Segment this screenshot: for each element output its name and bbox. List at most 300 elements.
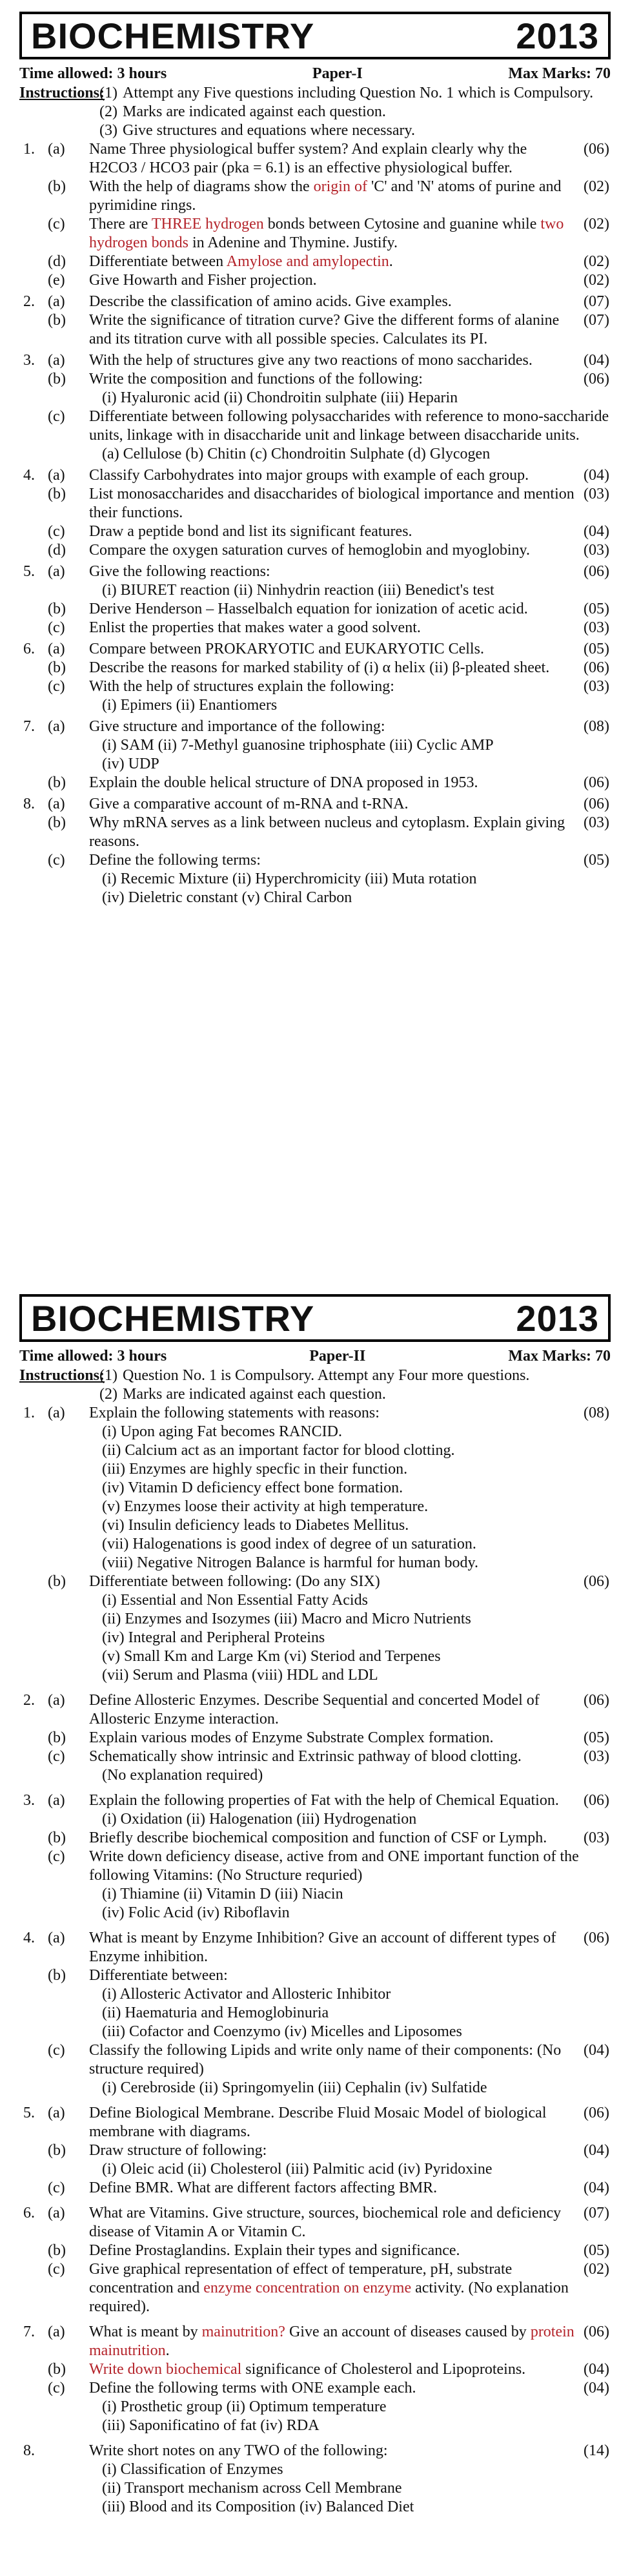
question-part-label: (c) bbox=[48, 408, 65, 425]
question-part bbox=[19, 2141, 611, 2160]
question-number: 6. bbox=[23, 641, 35, 657]
question-text: (i) Recemic Mixture (ii) Hyperchromicity (iii) Muta rotation bbox=[102, 871, 477, 887]
question-detail bbox=[19, 696, 611, 715]
question-part bbox=[19, 1572, 611, 1591]
marks-label: (14) bbox=[584, 2442, 609, 2459]
question-text: Give Howarth and Fisher projection. bbox=[89, 272, 317, 289]
question-text: Enlist the properties that makes water a good solvent. bbox=[89, 619, 421, 636]
marks-label: (02) bbox=[584, 2261, 609, 2278]
question-detail bbox=[19, 1985, 611, 2004]
question-text: (i) Oleic acid (ii) Cholesterol (iii) Palmitic acid (iv) Pyridoxine bbox=[102, 2161, 493, 2178]
question-text: (iv) Integral and Peripheral Proteins bbox=[102, 1629, 325, 1646]
marks-label: (06) bbox=[584, 2105, 609, 2121]
question-detail bbox=[19, 2398, 611, 2416]
question-detail bbox=[19, 1629, 611, 1647]
question-text: Schematically show intrinsic and Extrinsic pathway of blood clotting. bbox=[89, 1748, 522, 1765]
question-part-label: (c) bbox=[48, 619, 65, 636]
question-detail bbox=[19, 2004, 611, 2023]
question-text: (a) Cellulose (b) Chitin (c) Chondroitin Sulphate (d) Glycogen bbox=[102, 446, 491, 462]
question-part bbox=[19, 640, 611, 659]
question-part bbox=[19, 2260, 611, 2316]
question-detail bbox=[19, 1535, 611, 1554]
question-detail bbox=[19, 736, 611, 755]
question-detail bbox=[19, 1885, 611, 1904]
question-text: (iv) Dieletric constant (v) Chiral Carbon bbox=[102, 889, 352, 906]
paper-title: BIOCHEMISTRY bbox=[31, 15, 315, 56]
question-text: (iii) Blood and its Composition (iv) Balanced Diet bbox=[102, 2499, 414, 2515]
question-part-label: (a) bbox=[48, 2205, 65, 2221]
question-part bbox=[19, 2323, 611, 2360]
question-text: (i) SAM (ii) 7-Methyl guanosine triphosphate (iii) Cyclic AMP bbox=[102, 737, 494, 754]
question-part-label: (a) bbox=[48, 2105, 65, 2121]
question-text: Compare the oxygen saturation curves of hemoglobin and myoglobiny. bbox=[89, 542, 530, 559]
question-text: (v) Small Km and Large Km (vi) Steriod and Terpenes bbox=[102, 1648, 441, 1665]
question-detail bbox=[19, 2160, 611, 2179]
question-text: (i) Thiamine (ii) Vitamin D (iii) Niacin bbox=[102, 1886, 343, 1902]
question-text: (ii) Calcium act as an important factor for blood clotting. bbox=[102, 1442, 455, 1459]
question-text: Give graphical representation of effect of temperature, pH, substrate concentration and enzyme concentration on enzyme activity. (No explanation required). bbox=[89, 2261, 569, 2315]
marks-label: (04) bbox=[584, 2361, 609, 2378]
question-part bbox=[19, 1929, 611, 1966]
question-detail bbox=[19, 1647, 611, 1666]
marks-label: (04) bbox=[584, 2142, 609, 2159]
question-text: (v) Enzymes loose their activity at high temperature. bbox=[102, 1498, 429, 1515]
question-text: (i) Essential and Non Essential Fatty Acids bbox=[102, 1592, 368, 1609]
question-part-label: (a) bbox=[48, 718, 65, 735]
marks-label: (06) bbox=[584, 1792, 609, 1809]
question-text: Differentiate between Amylose and amylopectin. bbox=[89, 253, 393, 270]
question-text: Define Biological Membrane. Describe Fluid Mosaic Model of biological membrane with diagrams. bbox=[89, 2105, 547, 2140]
question-number: 5. bbox=[23, 563, 35, 580]
question-text: Derive Henderson – Hasselbalch equation for ionization of acetic acid. bbox=[89, 601, 528, 617]
marks-label: (08) bbox=[584, 1405, 609, 1421]
question-text: Differentiate between following: (Do any SIX) bbox=[89, 1573, 380, 1590]
max-marks: Max Marks: 70 bbox=[508, 1348, 611, 1365]
question-part-label: (d) bbox=[48, 253, 66, 270]
question-text: (ii) Haematuria and Hemoglobinuria bbox=[102, 2004, 329, 2021]
question-part bbox=[19, 1747, 611, 1766]
question-detail bbox=[19, 2079, 611, 2097]
question-text: (vii) Halogenations is good index of degree of un saturation. bbox=[102, 1536, 476, 1552]
question-number: 4. bbox=[23, 1930, 35, 1946]
question-part bbox=[19, 2179, 611, 2198]
question-detail bbox=[19, 1554, 611, 1572]
highlighted-text: Amylose and amylopectin bbox=[226, 253, 389, 270]
question-detail bbox=[19, 1460, 611, 1479]
question-text: Name Three physiological buffer system? And explain clearly why the H2CO3 / HCO3 pair (pka = 6.1) is an effective physiological buffer. bbox=[89, 141, 527, 176]
question-detail bbox=[19, 2479, 611, 2498]
marks-label: (05) bbox=[584, 1729, 609, 1746]
question-detail bbox=[19, 2416, 611, 2435]
question-text: Compare between PROKARYOTIC and EUKARYOTIC Cells. bbox=[89, 641, 484, 657]
question-number: 7. bbox=[23, 2324, 35, 2340]
paper-1 bbox=[19, 12, 611, 907]
question-part bbox=[19, 252, 611, 271]
question-part bbox=[19, 293, 611, 311]
question-number: 6. bbox=[23, 2205, 35, 2221]
marks-label: (03) bbox=[584, 486, 609, 502]
paper-number: Paper-I bbox=[312, 65, 363, 82]
question-text: Briefly describe biochemical composition and function of CSF or Lymph. bbox=[89, 1829, 547, 1846]
question-text: Explain various modes of Enzyme Substrate Complex formation. bbox=[89, 1729, 494, 1746]
marks-label: (03) bbox=[584, 1829, 609, 1846]
question-number: 7. bbox=[23, 718, 35, 735]
question-text: (i) Upon aging Fat becomes RANCID. bbox=[102, 1423, 342, 1440]
question-text: Why mRNA serves as a link between nucleus and cytoplasm. Explain giving reasons. bbox=[89, 814, 565, 850]
question-text: With the help of diagrams show the origin of 'C' and 'N' atoms of purine and pyrimidine rings. bbox=[89, 178, 562, 214]
question-part bbox=[19, 407, 611, 445]
question-text: What is meant by mainutrition? Give an account of diseases caused by protein mainutrition. bbox=[89, 2324, 574, 2359]
marks-label: (04) bbox=[584, 352, 609, 369]
paper-year: 2013 bbox=[516, 15, 599, 56]
question-part-label: (b) bbox=[48, 371, 66, 387]
question-text: (i) Oxidation (ii) Halogenation (iii) Hydrogenation bbox=[102, 1811, 417, 1828]
question-detail bbox=[19, 889, 611, 907]
question-text: Explain the double helical structure of DNA proposed in 1953. bbox=[89, 774, 478, 791]
question-detail bbox=[19, 2023, 611, 2041]
question-number: 2. bbox=[23, 1692, 35, 1709]
time-allowed: Time allowed: 3 hours bbox=[19, 1348, 167, 1365]
marks-label: (08) bbox=[584, 718, 609, 735]
question-text: Explain the following properties of Fat with the help of Chemical Equation. bbox=[89, 1792, 559, 1809]
marks-label: (04) bbox=[584, 467, 609, 484]
question-part-label: (a) bbox=[48, 796, 65, 812]
question-text: (ii) Transport mechanism across Cell Membrane bbox=[102, 2480, 402, 2497]
question-part bbox=[19, 619, 611, 637]
question-part-label: (b) bbox=[48, 601, 66, 617]
question-text: (iii) Enzymes are highly specfic in their function. bbox=[102, 1461, 408, 1478]
max-marks: Max Marks: 70 bbox=[508, 65, 611, 82]
question-part-label: (a) bbox=[48, 1930, 65, 1946]
question-part bbox=[19, 215, 611, 252]
question-part-label: (b) bbox=[48, 178, 66, 195]
question-detail bbox=[19, 1423, 611, 1441]
question-text: There are THREE hydrogen bonds between Cytosine and guanine while two hydrogen bonds in Adenine and Thymine. Justify. bbox=[89, 216, 564, 251]
question-text: (iv) Folic Acid (iv) Riboflavin bbox=[102, 1904, 290, 1921]
question-part bbox=[19, 271, 611, 290]
question-detail bbox=[19, 2460, 611, 2479]
question-part bbox=[19, 774, 611, 792]
marks-label: (03) bbox=[584, 619, 609, 636]
question-text: Write down biochemical significance of Cholesterol and Lipoproteins. bbox=[89, 2361, 526, 2378]
question-part-label: (b) bbox=[48, 1829, 66, 1846]
highlighted-text: origin of bbox=[313, 178, 367, 195]
question-part bbox=[19, 677, 611, 696]
question-text: Define the following terms: bbox=[89, 852, 261, 869]
question-detail bbox=[19, 1479, 611, 1498]
question-part bbox=[19, 2360, 611, 2379]
paper-2 bbox=[19, 1294, 611, 2517]
marks-label: (07) bbox=[584, 2205, 609, 2221]
question-part-label: (b) bbox=[48, 1729, 66, 1746]
question-number: 3. bbox=[23, 352, 35, 369]
question-part-label: (b) bbox=[48, 814, 66, 831]
marks-label: (05) bbox=[584, 852, 609, 869]
question-part-label: (c) bbox=[48, 1748, 65, 1765]
highlighted-text: enzyme concentration on enzyme bbox=[203, 2280, 412, 2296]
question-part-label: (b) bbox=[48, 1573, 66, 1590]
question-text: (No explanation required) bbox=[102, 1767, 263, 1784]
question-part bbox=[19, 2041, 611, 2079]
question-text: Write the composition and functions of the following: bbox=[89, 371, 423, 387]
question-part bbox=[19, 140, 611, 178]
question-text: Define Allosteric Enzymes. Describe Sequential and concerted Model of Allosteric Enzyme interaction. bbox=[89, 1692, 540, 1727]
question-part bbox=[19, 1848, 611, 1885]
question-detail bbox=[19, 1766, 611, 1785]
question-part-label: (a) bbox=[48, 563, 65, 580]
question-part-label: (b) bbox=[48, 2242, 66, 2259]
question-part bbox=[19, 522, 611, 541]
question-part-label: (c) bbox=[48, 523, 65, 540]
question-detail bbox=[19, 755, 611, 774]
marks-label: (06) bbox=[584, 1692, 609, 1709]
marks-label: (04) bbox=[584, 2179, 609, 2196]
question-detail bbox=[19, 870, 611, 889]
question-part bbox=[19, 2104, 611, 2141]
question-list bbox=[19, 140, 611, 907]
question-number: 1. bbox=[23, 141, 35, 158]
question-part-label: (b) bbox=[48, 774, 66, 791]
marks-label: (06) bbox=[584, 141, 609, 158]
question-part bbox=[19, 795, 611, 814]
question-part-label: (b) bbox=[48, 486, 66, 502]
marks-label: (07) bbox=[584, 312, 609, 329]
marks-label: (06) bbox=[584, 371, 609, 387]
question-text: What are Vitamins. Give structure, sources, biochemical role and deficiency disease of Vitamin A or Vitamin C. bbox=[89, 2205, 562, 2240]
marks-label: (06) bbox=[584, 659, 609, 676]
question-part bbox=[19, 541, 611, 560]
marks-label: (05) bbox=[584, 2242, 609, 2259]
paper-2-banner bbox=[19, 1294, 611, 1342]
question-part bbox=[19, 717, 611, 736]
question-text: With the help of structures explain the following: bbox=[89, 678, 394, 695]
question-part-label: (a) bbox=[48, 641, 65, 657]
question-text: (iii) Cofactor and Coenzymo (iv) Micelles and Liposomes bbox=[102, 2023, 462, 2040]
question-part bbox=[19, 485, 611, 522]
question-part-label: (a) bbox=[48, 1405, 65, 1421]
question-text: (vi) Insulin deficiency leads to Diabetes Mellitus. bbox=[102, 1517, 409, 1534]
instruction-item: (2) Marks are indicated against each question. bbox=[99, 1386, 386, 1403]
question-text: Draw a peptide bond and list its significant features. bbox=[89, 523, 412, 540]
question-part-label: (a) bbox=[48, 2324, 65, 2340]
question-part bbox=[19, 1791, 611, 1810]
question-text: (i) BIURET reaction (ii) Ninhydrin reaction (iii) Benedict's test bbox=[102, 582, 494, 599]
question-text: Classify Carbohydrates into major groups with example of each group. bbox=[89, 467, 529, 484]
instructions-label: Instructions: bbox=[19, 85, 105, 101]
marks-label: (06) bbox=[584, 563, 609, 580]
highlighted-text: protein mainutrition bbox=[89, 2324, 574, 2359]
question-part-label: (a) bbox=[48, 141, 65, 158]
question-part bbox=[19, 2241, 611, 2260]
question-part bbox=[19, 370, 611, 389]
question-number: 5. bbox=[23, 2105, 35, 2121]
question-part bbox=[19, 600, 611, 619]
question-part-label: (a) bbox=[48, 293, 65, 310]
paper-year: 2013 bbox=[516, 1297, 599, 1339]
question-part-label: (b) bbox=[48, 2142, 66, 2159]
marks-label: (02) bbox=[584, 253, 609, 270]
marks-label: (06) bbox=[584, 796, 609, 812]
instruction-item: (2) Marks are indicated against each question. bbox=[99, 103, 386, 120]
question-part-label: (a) bbox=[48, 467, 65, 484]
question-detail bbox=[19, 1498, 611, 1516]
question-text: Explain the following statements with reasons: bbox=[89, 1405, 380, 1421]
question-detail bbox=[19, 1666, 611, 1685]
question-text: Define BMR. What are different factors affecting BMR. bbox=[89, 2179, 438, 2196]
question-text: (vii) Serum and Plasma (viii) HDL and LDL bbox=[102, 1667, 378, 1684]
question-list bbox=[19, 1404, 611, 2517]
question-detail bbox=[19, 2442, 611, 2460]
question-detail bbox=[19, 1904, 611, 1922]
question-detail bbox=[19, 1610, 611, 1629]
marks-label: (02) bbox=[584, 272, 609, 289]
question-part-label: (c) bbox=[48, 852, 65, 869]
question-part-label: (b) bbox=[48, 1967, 66, 1984]
question-text: What is meant by Enzyme Inhibition? Give an account of different types of Enzyme inhibition. bbox=[89, 1930, 556, 1965]
question-detail bbox=[19, 389, 611, 407]
marks-label: (06) bbox=[584, 2324, 609, 2340]
question-part-label: (c) bbox=[48, 1848, 65, 1865]
question-text: Describe the classification of amino acids. Give examples. bbox=[89, 293, 452, 310]
question-part bbox=[19, 1729, 611, 1747]
marks-label: (02) bbox=[584, 216, 609, 232]
paper-1-meta bbox=[19, 65, 611, 83]
question-text: (i) Hyaluronic acid (ii) Chondroitin sulphate (iii) Heparin bbox=[102, 389, 458, 406]
instructions-label: Instructions: bbox=[19, 1367, 105, 1384]
paper-2-meta bbox=[19, 1347, 611, 1365]
marks-label: (04) bbox=[584, 523, 609, 540]
question-text: Differentiate between following polysaccharides with reference to mono-saccharide units, linkage with in disaccharide unit and linkage between disaccharide units. bbox=[89, 408, 609, 444]
time-allowed: Time allowed: 3 hours bbox=[19, 65, 167, 82]
question-text: Define the following terms with ONE example each. bbox=[89, 2380, 416, 2396]
highlighted-text: two hydrogen bonds bbox=[89, 216, 564, 251]
question-part bbox=[19, 851, 611, 870]
question-part-label: (b) bbox=[48, 2361, 66, 2378]
question-detail bbox=[19, 1516, 611, 1535]
question-text: (i) Epimers (ii) Enantiomers bbox=[102, 697, 278, 714]
question-part bbox=[19, 659, 611, 677]
question-text: Differentiate between: bbox=[89, 1967, 228, 1984]
question-detail bbox=[19, 1441, 611, 1460]
instructions bbox=[19, 84, 611, 140]
question-text: Give a comparative account of m-RNA and t-RNA. bbox=[89, 796, 409, 812]
question-part bbox=[19, 1404, 611, 1423]
question-text: Write short notes on any TWO of the following: bbox=[89, 2442, 388, 2459]
question-text: List monosaccharides and disaccharides of biological importance and mention their functions. bbox=[89, 486, 574, 521]
instructions bbox=[19, 1366, 611, 1404]
marks-label: (03) bbox=[584, 814, 609, 831]
question-part-label: (a) bbox=[48, 1692, 65, 1709]
question-part bbox=[19, 351, 611, 370]
question-text: (iii) Saponificatino of fat (iv) RDA bbox=[102, 2417, 320, 2434]
question-text: With the help of structures give any two reactions of mono saccharides. bbox=[89, 352, 533, 369]
marks-label: (02) bbox=[584, 178, 609, 195]
question-text: Write the significance of titration curve? Give the different forms of alanine and its titration curve with all possible species. Calculates its PI. bbox=[89, 312, 560, 347]
question-text: Describe the reasons for marked stability of (i) α helix (ii) β-pleated sheet. bbox=[89, 659, 550, 676]
question-number: 2. bbox=[23, 293, 35, 310]
question-text: (i) Allosteric Activator and Allosteric Inhibitor bbox=[102, 1986, 391, 2003]
question-part bbox=[19, 1691, 611, 1729]
highlighted-text: THREE hydrogen bbox=[151, 216, 264, 232]
question-text: Give structure and importance of the following: bbox=[89, 718, 385, 735]
question-part-label: (d) bbox=[48, 542, 66, 559]
paper-title: BIOCHEMISTRY bbox=[31, 1297, 315, 1339]
instruction-item: (3) Give structures and equations where necessary. bbox=[99, 122, 415, 139]
paper-1-banner bbox=[19, 12, 611, 59]
question-text: (iv) UDP bbox=[102, 756, 159, 772]
marks-label: (03) bbox=[584, 542, 609, 559]
paper-number: Paper-II bbox=[309, 1348, 366, 1365]
question-text: (viii) Negative Nitrogen Balance is harmful for human body. bbox=[102, 1554, 478, 1571]
question-part bbox=[19, 562, 611, 581]
question-part bbox=[19, 814, 611, 851]
question-number: 4. bbox=[23, 467, 35, 484]
question-text: (ii) Enzymes and Isozymes (iii) Macro and Micro Nutrients bbox=[102, 1611, 471, 1627]
question-text: (i) Cerebroside (ii) Springomyelin (iii) Cephalin (iv) Sulfatide bbox=[102, 2079, 487, 2096]
question-part-label: (c) bbox=[48, 216, 65, 232]
instruction-item: (1) Question No. 1 is Compulsory. Attempt any Four more questions. bbox=[99, 1367, 530, 1384]
marks-label: (06) bbox=[584, 1930, 609, 1946]
marks-label: (07) bbox=[584, 293, 609, 310]
marks-label: (03) bbox=[584, 1748, 609, 1765]
question-part bbox=[19, 466, 611, 485]
question-text: Draw structure of following: bbox=[89, 2142, 267, 2159]
question-part-label: (c) bbox=[48, 2261, 65, 2278]
question-part-label: (c) bbox=[48, 678, 65, 695]
question-detail bbox=[19, 445, 611, 464]
question-part-label: (c) bbox=[48, 2179, 65, 2196]
marks-label: (05) bbox=[584, 641, 609, 657]
question-number: 8. bbox=[23, 2442, 35, 2459]
question-number: 3. bbox=[23, 1792, 35, 1809]
question-part-label: (a) bbox=[48, 352, 65, 369]
question-text: (i) Prosthetic group (ii) Optimum temperature bbox=[102, 2398, 387, 2415]
question-text: Define Prostaglandins. Explain their types and significance. bbox=[89, 2242, 460, 2259]
question-text: Write down deficiency disease, active from and ONE important function of the following Vitamins: (No Structure requried) bbox=[89, 1848, 579, 1884]
question-part bbox=[19, 2379, 611, 2398]
question-text: Classify the following Lipids and write only name of their components: (No structure required) bbox=[89, 2042, 562, 2077]
question-number: 1. bbox=[23, 1405, 35, 1421]
question-part bbox=[19, 311, 611, 349]
question-part-label: (b) bbox=[48, 659, 66, 676]
question-part bbox=[19, 2204, 611, 2241]
question-part-label: (c) bbox=[48, 2042, 65, 2059]
question-part bbox=[19, 1829, 611, 1848]
question-detail bbox=[19, 581, 611, 600]
marks-label: (06) bbox=[584, 1573, 609, 1590]
question-detail bbox=[19, 2498, 611, 2517]
marks-label: (04) bbox=[584, 2042, 609, 2059]
question-part-label: (b) bbox=[48, 312, 66, 329]
highlighted-text: mainutrition? bbox=[201, 2324, 285, 2340]
question-detail bbox=[19, 1591, 611, 1610]
question-part bbox=[19, 1966, 611, 1985]
question-part-label: (c) bbox=[48, 2380, 65, 2396]
marks-label: (04) bbox=[584, 2380, 609, 2396]
question-text: (i) Classification of Enzymes bbox=[102, 2461, 283, 2478]
marks-label: (03) bbox=[584, 678, 609, 695]
instruction-item: (1) Attempt any Five questions including Question No. 1 which is Compulsory. bbox=[99, 85, 594, 101]
question-text: Give the following reactions: bbox=[89, 563, 270, 580]
question-detail bbox=[19, 1810, 611, 1829]
question-text: (iv) Vitamin D deficiency effect bone formation. bbox=[102, 1479, 403, 1496]
question-part-label: (a) bbox=[48, 1792, 65, 1809]
highlighted-text: Write down biochemical bbox=[89, 2361, 242, 2378]
marks-label: (05) bbox=[584, 601, 609, 617]
question-part-label: (e) bbox=[48, 272, 65, 289]
question-part bbox=[19, 178, 611, 215]
marks-label: (06) bbox=[584, 774, 609, 791]
